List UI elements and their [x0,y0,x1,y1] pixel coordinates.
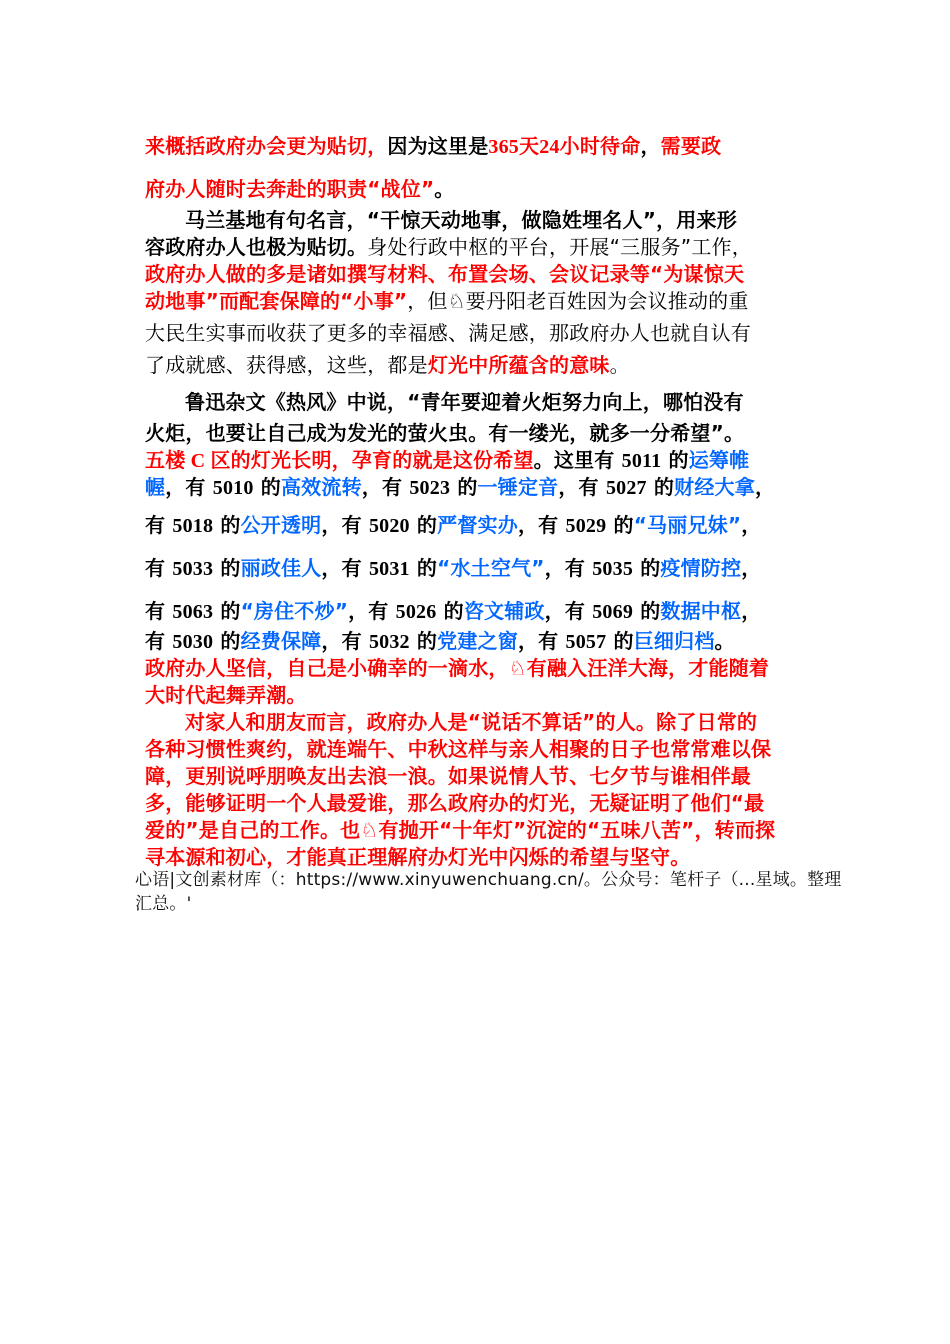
text-segment: 大民生实事而收获了更多的幸福感、满足感，那政府办人也就自认有 [145,321,751,345]
text-segment: 5030 [172,631,214,653]
text-segment: ，有 [544,599,593,623]
text-segment: 有 [145,599,173,623]
text-segment: 有 [145,556,173,580]
text-segment: 财经大拿 [674,475,755,499]
text-segment: ， [741,513,762,537]
text-line [145,234,810,260]
text-segment: 咨文辅政 [463,599,545,623]
text-segment: 高效流转 [280,475,362,499]
text-segment: 因为这里是 [387,134,489,158]
text-segment: 政府办人做的多是诸如撰写材料、布置会场、会议记录等“为谋惊天 [145,262,745,286]
text-segment: 动地事”而配套保障的“小事” [145,289,408,313]
text-segment: 5035 [592,558,634,580]
text-segment: 的 [633,599,661,623]
text-segment: 五楼 [145,448,186,472]
text-segment: 火炬，也要让自己成为发光的萤火虫。有一缕光，就多一分希望”。 [145,421,745,445]
text-segment: 的 [646,475,675,499]
text-segment: 了成就感、获得感，这些，都是 [145,353,428,377]
text-segment: ，有 [321,556,369,580]
text-segment: ，有 [348,599,396,623]
text-line [145,320,810,346]
text-segment: 数据中枢 [660,599,742,623]
text-segment: 5031 [368,558,410,580]
text-segment: 灯光中所蕴含的意味 [427,353,610,377]
text-segment: 5029 [565,515,607,537]
text-segment: 的 [450,475,478,499]
text-line [145,352,810,378]
text-segment: 5027 [605,477,647,499]
text-segment: ，有 [165,475,213,499]
text-line [145,261,810,287]
text-segment: 的 [213,513,241,537]
text-segment: 的 [606,513,634,537]
text-line [145,389,810,415]
text-segment: ， [741,599,762,623]
text-segment: 有 [145,513,173,537]
text-line [145,176,810,202]
text-segment: 5026 [395,601,437,623]
text-segment: 5057 [565,631,607,653]
text-line [145,709,810,735]
text-segment: 来概括政府办会更为贴切， [145,134,388,158]
text-segment: 5032 [368,631,410,653]
text-line [145,736,810,762]
text-segment: ，有 [558,475,606,499]
text-segment: “水土空气” [437,556,545,580]
text-segment: 区的灯光长明，孕育的就是这份希望 [210,448,534,472]
text-segment: 各种习惯性爽约，就连端午、中秋这样与亲人相聚的日子也常常难以保 [145,737,772,761]
text-segment: ，有 [321,629,369,653]
text-segment: 的 [409,629,438,653]
text-segment: 身处行政中枢的平台，开展“三服务”工作， [367,235,752,259]
text-line [145,655,810,681]
text-segment: 巨细归档 [633,629,715,653]
text-line [145,628,810,655]
text-segment: 需要政 [660,134,722,158]
text-line [145,288,810,314]
text-segment: ， [754,475,776,499]
text-segment: 的 [661,448,689,472]
text-segment: 小时待命 [559,134,641,158]
text-segment: 疫情防控 [660,556,742,580]
text-segment: ，有 [517,513,566,537]
text-line [145,844,810,870]
text-segment: 的 [213,629,241,653]
text-segment: 鲁迅杂文《热风》中说，“青年要迎着火炬努力向上，哪怕没有 [185,390,744,414]
text-segment: 的 [213,556,241,580]
text-segment: 。这里有 [533,448,622,472]
text-segment: 365 [488,136,520,158]
text-segment: 的 [606,629,634,653]
source-footer: 心语|文创素材库（：https://www.xinyuwenchuang.cn/。公众号：笔杆子（...星域。整理汇总。' [135,870,842,914]
text-segment: 5023 [409,477,451,499]
text-segment: 。 [609,353,630,377]
text-segment: ，但♘要丹阳老百姓因为会议推动的重 [407,289,749,313]
text-segment: 的 [213,599,241,623]
text-line [145,790,810,816]
text-segment: 大时代起舞弄潮。 [145,683,307,707]
text-segment: 多，能够证明一个人最爱谁，那么政府办的灯光，无疑证明了他们“最 [145,791,765,815]
text-segment: 一锤定音 [477,475,559,499]
text-segment: 5018 [172,515,214,537]
text-segment: 党建之窗 [437,629,518,653]
text-line [145,763,810,789]
text-segment: 5033 [172,558,214,580]
text-line [145,682,810,708]
text-segment: 寻本源和初心，才能真正理解府办灯光中闪烁的希望与坚守。 [145,845,691,869]
text-segment: 运筹帷 [688,448,750,472]
text-segment: 。 [714,629,735,653]
text-segment: ，有 [321,513,369,537]
text-line [145,420,810,446]
text-segment: 的 [436,599,464,623]
text-segment: “马丽兄妹” [633,513,742,537]
text-line [145,555,810,582]
text-segment: 的 [409,513,438,537]
text-segment: 天 [519,134,540,158]
text-segment: ，有 [544,556,593,580]
text-segment: 5011 [621,450,662,472]
text-line [145,447,810,474]
text-segment: 经费保障 [240,629,322,653]
text-segment: 马兰基地有句名言，“干惊天动地事，做隐姓埋名人”，用来形 [185,208,737,232]
text-segment: 的 [253,475,281,499]
text-line [145,474,810,501]
text-segment: 障，更别说呼朋唤友出去浪一浪。如果说情人节、七夕节与谁相伴最 [145,764,751,788]
text-line [145,598,810,625]
text-segment: 公开透明 [240,513,322,537]
text-segment: 府办人随时去奔赴的职责“战位” [145,177,435,201]
text-segment: 5010 [212,477,254,499]
text-segment: 5069 [592,601,634,623]
text-segment: 24 [539,136,560,158]
text-segment: 的 [409,556,438,580]
text-segment: 政府办人坚信，自己是小确幸的一滴水，♘有融入汪洋大海，才能随着 [145,656,770,680]
text-segment: C [185,450,211,472]
text-segment: ，有 [517,629,566,653]
text-segment: 5063 [172,601,214,623]
text-segment: 幄 [145,475,166,499]
text-segment: 爱的”是自己的工作。也♘有抛开“十年灯”沉淀的“五味八苦”，转而探 [145,818,776,842]
text-line [145,207,810,233]
text-segment: 5020 [368,515,410,537]
text-line [145,133,810,160]
text-segment: “房住不炒” [240,599,349,623]
text-segment: ，有 [361,475,410,499]
text-segment: 有 [145,629,173,653]
text-segment: 对家人和朋友而言，政府办人是“说话不算话”的人。除了日常的 [185,710,758,734]
text-segment: ， [640,134,661,158]
text-segment: 丽政佳人 [240,556,322,580]
text-line [145,512,810,539]
text-segment: 。 [434,177,455,201]
text-segment: 严督实办 [437,513,518,537]
text-segment: 的 [633,556,661,580]
text-segment: 容政府办人也极为贴切。 [145,235,368,259]
text-segment: ， [741,556,762,580]
text-line [145,817,810,843]
